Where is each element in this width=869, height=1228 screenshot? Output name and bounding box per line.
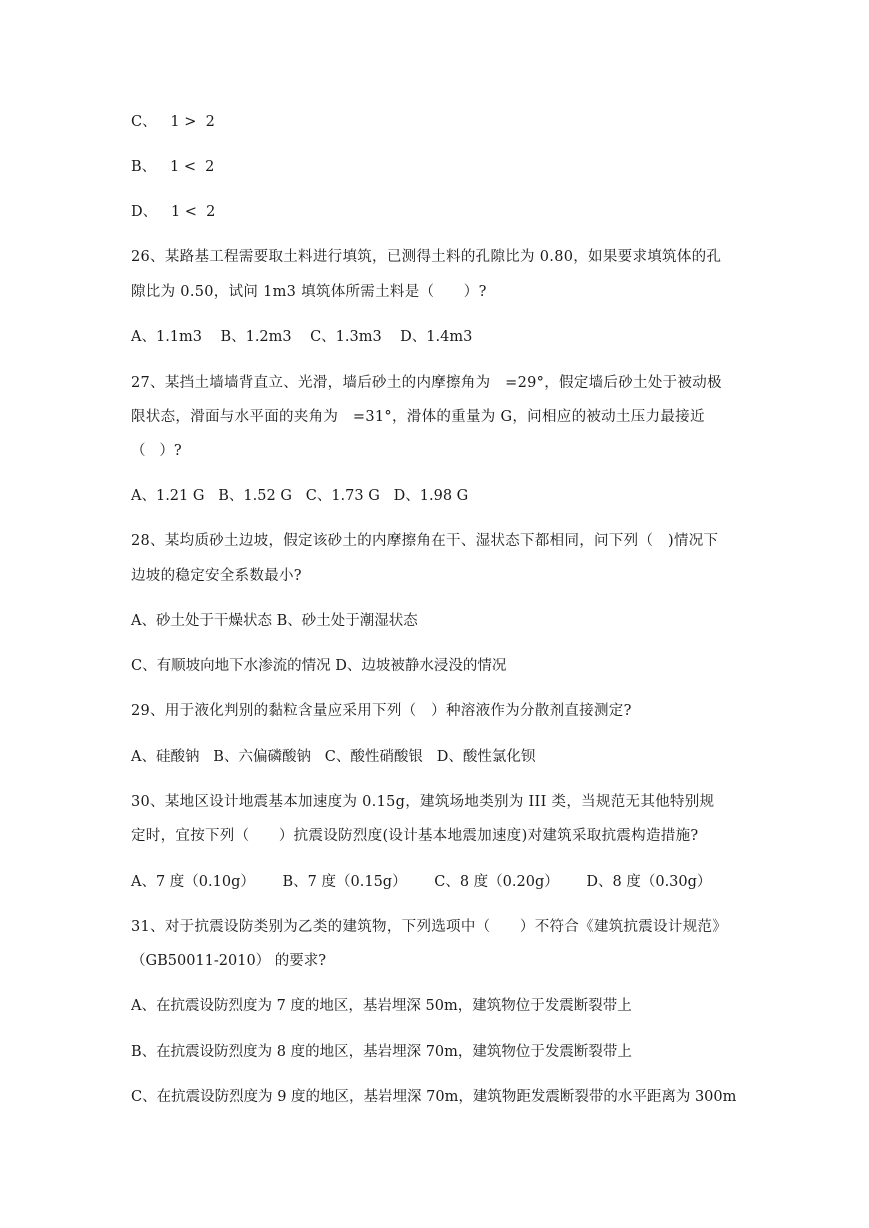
option-b-25: B、 1 < 2 [131,159,215,175]
question-28-line-2: 边坡的稳定安全系数最小? [131,568,302,584]
question-31-option-b: B、在抗震设防烈度为 8 度的地区，基岩埋深 70m，建筑物位于发震断裂带上 [131,1044,632,1060]
question-26-line-1: 26、某路基工程需要取土料进行填筑，已测得土料的孔隙比为 0.80，如果要求填筑体的孔 [131,249,722,265]
question-31-option-a: A、在抗震设防烈度为 7 度的地区，基岩埋深 50m，建筑物位于发震断裂带上 [131,998,632,1014]
question-30-line-2: 定时，宜按下列（ ）抗震设防烈度(设计基本地震加速度)对建筑采取抗震构造措施? [131,828,699,844]
question-31-option-c: C、在抗震设防烈度为 9 度的地区，基岩埋深 70m，建筑物距发震断裂带的水平距离为 300m [131,1089,737,1105]
question-28-options-ab: A、砂土处于干燥状态 B、砂土处于潮湿状态 [131,613,418,629]
question-27-line-3: （ ）? [131,443,182,459]
question-27-line-2: 限状态，滑面与水平面的夹角为 =31°，滑体的重量为 G，问相应的被动土压力最接近 [131,409,705,425]
question-29-options: A、硅酸钠 B、六偏磷酸钠 C、酸性硝酸银 D、酸性氯化钡 [131,749,536,765]
question-31-line-1: 31、对于抗震设防类别为乙类的建筑物，下列选项中（ ）不符合《建筑抗震设计规范》 [131,919,728,935]
question-26-options: A、1.1m3 B、1.2m3 C、1.3m3 D、1.4m3 [131,329,473,345]
question-30-line-1: 30、某地区设计地震基本加速度为 0.15g，建筑场地类别为 III 类，当规范无其他特别规 [131,794,715,810]
option-d-25: D、 1 < 2 [131,204,216,220]
question-27-options: A、1.21 G B、1.52 G C、1.73 G D、1.98 G [131,488,469,504]
question-28-options-cd: C、有顺坡向地下水渗流的情况 D、边坡被静水浸没的情况 [131,658,507,674]
question-30-options: A、7 度（0.10g） B、7 度（0.15g） C、8 度（0.20g） D、8 度（0.30g） [131,874,712,890]
question-26-line-2: 隙比为 0.50，试问 1m3 填筑体所需土料是（ ）? [131,284,487,300]
question-28-line-1: 28、某均质砂土边坡，假定该砂土的内摩擦角在干、湿状态下都相同，问下列（ )情况下 [131,533,719,549]
question-31-line-2: （GB50011-2010） 的要求? [131,953,327,969]
option-c-25: C、 1 > 2 [131,114,215,130]
question-29-line-1: 29、用于液化判别的黏粒含量应采用下列（ ）种溶液作为分散剂直接测定? [131,703,632,719]
question-27-line-1: 27、某挡土墙墙背直立、光滑，墙后砂土的内摩擦角为 =29°，假定墙后砂土处于被动极 [131,375,722,391]
